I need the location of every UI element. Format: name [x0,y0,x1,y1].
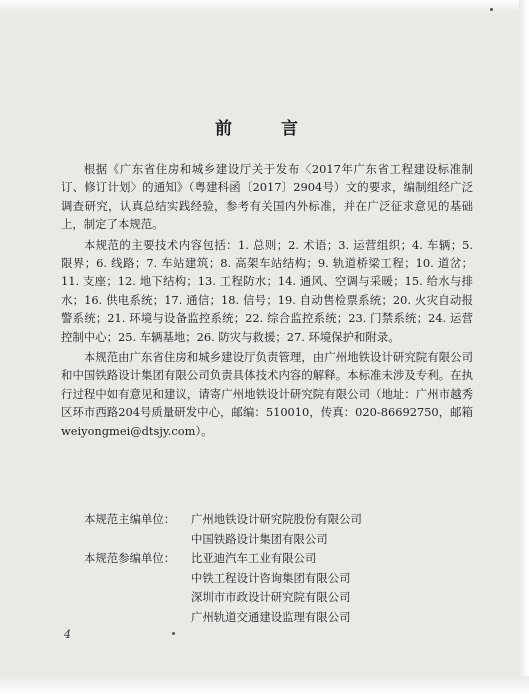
chief-editor-org: 广州地铁设计研究院股份有限公司 [191,512,362,526]
page-title: 前 言 [215,119,314,139]
participating-editor-row [84,569,474,589]
paragraph-contents: 本规范的主要技术内容包括：1. 总则；2. 术语；3. 运营组织；4. 车辆；5. 限界；6. 线路；7. 车站建筑；8. 高架车站结构；9. 轨道桥梁工程；10. 道岔；11. 支座；12. 地下结构；13. 工程防水；14. 通风、空调与采暖；15. 给水与排水；16. 供电系统；17. 通信；18. 信号；19. 自动售检票系统；20. 火灾自动报警系统；21. 环境与设备监控系统；22. 综合监控系统；23. 门禁系统；24. 运营控制中心；25. 车辆基地；26. 防灾与救援；27. 环境保护和附录。 [61,237,473,344]
chief-editor-row [84,530,474,550]
page-number: 4 [64,628,71,641]
participating-editor-row [84,549,474,569]
participating-editor-label: 本规范参编单位： [84,551,176,566]
participating-editor-org: 广州轨道交通建设监理有限公司 [191,609,351,624]
chief-editor-label: 本规范主编单位： [84,512,176,526]
scan-speck [490,8,493,11]
editor-units [84,510,474,628]
paragraph-management: 本规范由广东省住房和城乡建设厅负责管理，由广州地铁设计研究院有限公司和中国铁路设计集团有限公司负责具体技术内容的解释。本标准未涉及专利。在执行过程中如有意见和建议，请寄广州地铁设计研究院有限公司（地址：广州市越秀区环市西路204号质量研发中心，邮编：510010，传真：020-86692750，邮箱 weiyongmei@dtsjy.com）。 [61,350,473,438]
paragraph-basis: 根据《广东省住房和城乡建设厅关于发布〈2017年广东省工程建设标准制订、修订计划〉的通知》（粤建科函〔2017〕2904号）文的要求，编制组经广泛调查研究，认真总结实践经验，参考有关国内外标准，并在广泛征求意见的基础上，制定了本规范。 [61,162,473,232]
scan-speck [172,632,175,635]
participating-editor-org: 比亚迪汽车工业有限公司 [191,551,317,566]
participating-editor-org: 深圳市市政设计研究院有限公司 [191,590,351,605]
chief-editor-row [84,510,474,530]
participating-editor-org: 中铁工程设计咨询集团有限公司 [191,570,351,585]
scan-edge-right [519,0,529,694]
preface-body [61,160,473,442]
scan-edge-top [0,0,529,12]
participating-editor-row [84,608,474,628]
chief-editor-org: 中国铁路设计集团有限公司 [191,531,328,546]
participating-editor-row [84,588,474,608]
scan-edge-bottom [0,676,529,694]
